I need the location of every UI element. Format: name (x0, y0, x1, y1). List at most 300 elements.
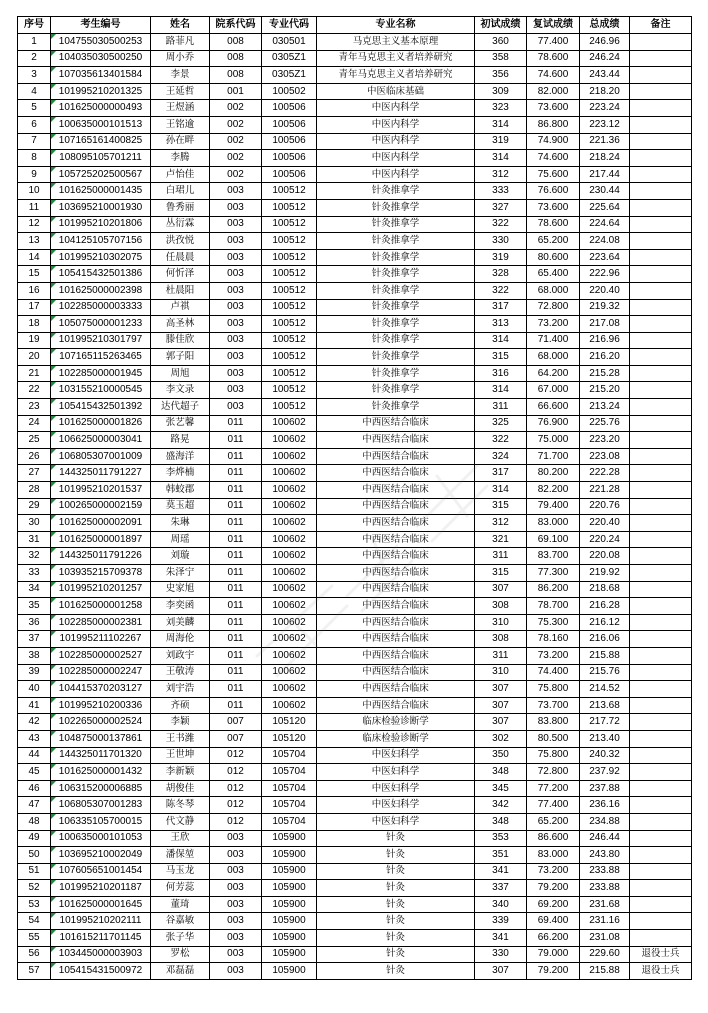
row-name-cell: 莫玉超 (151, 498, 210, 515)
row-major-code-cell: 100506 (262, 116, 317, 133)
table-row (18, 150, 692, 167)
row-exam-id-cell: 103445000003903 (51, 946, 151, 963)
row-major-code-cell: 100602 (262, 565, 317, 582)
row-remark-cell (630, 913, 692, 930)
table-row (18, 183, 692, 200)
row-major-name-cell: 中西医结合临床 (317, 432, 475, 449)
row-major-code-cell: 100512 (262, 199, 317, 216)
row-major-name-cell: 中西医结合临床 (317, 565, 475, 582)
row-retest-score-cell: 76.600 (527, 183, 580, 200)
row-initial-score-cell: 322 (475, 216, 527, 233)
row-dept-code-cell: 011 (210, 548, 262, 565)
row-total-score-cell: 213.24 (580, 399, 630, 416)
table-row (18, 880, 692, 897)
row-major-name-cell: 中西医结合临床 (317, 598, 475, 615)
row-dept-code-cell: 001 (210, 83, 262, 100)
row-exam-id-cell: 104755030500253 (51, 34, 151, 51)
row-total-score-cell: 223.64 (580, 249, 630, 266)
row-seq-cell: 54 (18, 913, 51, 930)
row-total-score-cell: 229.60 (580, 946, 630, 963)
header-exam-id: 考生编号 (51, 17, 151, 34)
row-initial-score-cell: 315 (475, 565, 527, 582)
row-major-name-cell: 针灸 (317, 880, 475, 897)
row-exam-id-cell: 101625000001897 (51, 531, 151, 548)
row-dept-code-cell: 003 (210, 880, 262, 897)
row-name-cell: 刘宇浩 (151, 681, 210, 698)
row-seq-cell: 24 (18, 415, 51, 432)
header-major-name: 专业名称 (317, 17, 475, 34)
row-remark-cell (630, 647, 692, 664)
row-initial-score-cell: 342 (475, 797, 527, 814)
row-initial-score-cell: 348 (475, 764, 527, 781)
row-seq-cell: 1 (18, 34, 51, 51)
row-dept-code-cell: 003 (210, 847, 262, 864)
row-major-code-cell: 100602 (262, 598, 317, 615)
row-dept-code-cell: 003 (210, 349, 262, 366)
row-name-cell: 罗松 (151, 946, 210, 963)
row-major-code-cell: 0305Z1 (262, 67, 317, 84)
row-remark-cell (630, 531, 692, 548)
row-remark-cell (630, 332, 692, 349)
row-seq-cell: 33 (18, 565, 51, 582)
row-total-score-cell: 220.24 (580, 531, 630, 548)
row-major-name-cell: 中医内科学 (317, 116, 475, 133)
row-retest-score-cell: 75.000 (527, 432, 580, 449)
row-total-score-cell: 213.40 (580, 730, 630, 747)
row-major-name-cell: 中医内科学 (317, 166, 475, 183)
row-remark-cell: 退役士兵 (630, 946, 692, 963)
row-dept-code-cell: 003 (210, 896, 262, 913)
row-seq-cell: 4 (18, 83, 51, 100)
row-retest-score-cell: 69.100 (527, 531, 580, 548)
row-major-name-cell: 临床检验诊断学 (317, 730, 475, 747)
table-row (18, 863, 692, 880)
row-remark-cell (630, 365, 692, 382)
row-name-cell: 路晃 (151, 432, 210, 449)
row-exam-id-cell: 144325011791227 (51, 465, 151, 482)
row-initial-score-cell: 322 (475, 282, 527, 299)
row-remark-cell (630, 482, 692, 499)
row-seq-cell: 50 (18, 847, 51, 864)
row-remark-cell (630, 847, 692, 864)
row-seq-cell: 21 (18, 365, 51, 382)
row-total-score-cell: 217.08 (580, 316, 630, 333)
table-row (18, 714, 692, 731)
row-exam-id-cell: 101625000001645 (51, 896, 151, 913)
row-major-name-cell: 中医妇科学 (317, 747, 475, 764)
row-seq-cell: 32 (18, 548, 51, 565)
row-remark-cell (630, 548, 692, 565)
row-exam-id-cell: 101995210201325 (51, 83, 151, 100)
row-initial-score-cell: 323 (475, 100, 527, 117)
row-major-name-cell: 针灸推拿学 (317, 266, 475, 283)
row-retest-score-cell: 74.400 (527, 664, 580, 681)
row-major-code-cell: 100512 (262, 332, 317, 349)
row-name-cell: 史家旭 (151, 581, 210, 598)
row-major-name-cell: 中医妇科学 (317, 764, 475, 781)
row-major-name-cell: 针灸 (317, 847, 475, 864)
row-seq-cell: 28 (18, 482, 51, 499)
row-remark-cell (630, 581, 692, 598)
row-name-cell: 盛海洋 (151, 448, 210, 465)
row-total-score-cell: 223.08 (580, 448, 630, 465)
row-dept-code-cell: 012 (210, 813, 262, 830)
header-remark: 备注 (630, 17, 692, 34)
row-remark-cell (630, 714, 692, 731)
row-exam-id-cell: 105415432501392 (51, 399, 151, 416)
row-remark-cell (630, 681, 692, 698)
table-row (18, 830, 692, 847)
row-major-code-cell: 100602 (262, 448, 317, 465)
row-retest-score-cell: 83.000 (527, 515, 580, 532)
row-remark-cell (630, 730, 692, 747)
row-major-code-cell: 100602 (262, 631, 317, 648)
row-major-code-cell: 100602 (262, 432, 317, 449)
row-name-cell: 李颖 (151, 714, 210, 731)
row-total-score-cell: 217.44 (580, 166, 630, 183)
table-row (18, 282, 692, 299)
row-dept-code-cell: 002 (210, 116, 262, 133)
row-seq-cell: 6 (18, 116, 51, 133)
row-major-name-cell: 中西医结合临床 (317, 531, 475, 548)
row-exam-id-cell: 102285000002247 (51, 664, 151, 681)
row-dept-code-cell: 003 (210, 316, 262, 333)
row-major-name-cell: 中西医结合临床 (317, 697, 475, 714)
row-major-code-cell: 105704 (262, 747, 317, 764)
row-dept-code-cell: 003 (210, 216, 262, 233)
row-initial-score-cell: 311 (475, 399, 527, 416)
row-seq-cell: 38 (18, 647, 51, 664)
row-remark-cell (630, 764, 692, 781)
table-row (18, 681, 692, 698)
table-row (18, 133, 692, 150)
row-major-code-cell: 100602 (262, 465, 317, 482)
row-total-score-cell: 243.44 (580, 67, 630, 84)
row-total-score-cell: 215.88 (580, 647, 630, 664)
row-exam-id-cell: 101625000001432 (51, 764, 151, 781)
row-retest-score-cell: 66.600 (527, 399, 580, 416)
row-retest-score-cell: 77.300 (527, 565, 580, 582)
row-major-code-cell: 105900 (262, 896, 317, 913)
row-major-code-cell: 105900 (262, 930, 317, 947)
row-exam-id-cell: 106335105700015 (51, 813, 151, 830)
row-remark-cell (630, 631, 692, 648)
row-initial-score-cell: 317 (475, 299, 527, 316)
row-name-cell: 丛衍霖 (151, 216, 210, 233)
row-total-score-cell: 223.12 (580, 116, 630, 133)
row-major-name-cell: 中医妇科学 (317, 797, 475, 814)
row-major-code-cell: 105704 (262, 780, 317, 797)
table-row (18, 448, 692, 465)
row-name-cell: 杜晨阳 (151, 282, 210, 299)
row-dept-code-cell: 003 (210, 382, 262, 399)
row-initial-score-cell: 307 (475, 681, 527, 698)
table-row (18, 249, 692, 266)
row-dept-code-cell: 011 (210, 581, 262, 598)
row-initial-score-cell: 350 (475, 747, 527, 764)
row-major-code-cell: 105120 (262, 714, 317, 731)
row-major-name-cell: 针灸 (317, 946, 475, 963)
row-initial-score-cell: 322 (475, 432, 527, 449)
row-major-name-cell: 中西医结合临床 (317, 498, 475, 515)
row-exam-id-cell: 101625000001258 (51, 598, 151, 615)
row-total-score-cell: 216.12 (580, 614, 630, 631)
row-retest-score-cell: 80.200 (527, 465, 580, 482)
row-dept-code-cell: 003 (210, 249, 262, 266)
row-total-score-cell: 233.88 (580, 880, 630, 897)
row-dept-code-cell: 002 (210, 150, 262, 167)
row-name-cell: 李腾 (151, 150, 210, 167)
row-major-name-cell: 中西医结合临床 (317, 448, 475, 465)
row-total-score-cell: 225.64 (580, 199, 630, 216)
header-seq: 序号 (18, 17, 51, 34)
table-row (18, 67, 692, 84)
row-initial-score-cell: 345 (475, 780, 527, 797)
row-major-code-cell: 100602 (262, 531, 317, 548)
table-row (18, 100, 692, 117)
row-name-cell: 周旭 (151, 365, 210, 382)
row-seq-cell: 45 (18, 764, 51, 781)
row-major-code-cell: 100602 (262, 697, 317, 714)
row-total-score-cell: 219.32 (580, 299, 630, 316)
row-name-cell: 达代超子 (151, 399, 210, 416)
row-major-name-cell: 针灸推拿学 (317, 316, 475, 333)
table-row (18, 482, 692, 499)
row-initial-score-cell: 337 (475, 880, 527, 897)
row-dept-code-cell: 011 (210, 647, 262, 664)
row-retest-score-cell: 78.600 (527, 50, 580, 67)
row-initial-score-cell: 312 (475, 166, 527, 183)
row-remark-cell (630, 166, 692, 183)
row-dept-code-cell: 011 (210, 631, 262, 648)
row-seq-cell: 30 (18, 515, 51, 532)
row-exam-id-cell: 103155210000545 (51, 382, 151, 399)
row-retest-score-cell: 65.200 (527, 813, 580, 830)
row-initial-score-cell: 340 (475, 896, 527, 913)
row-exam-id-cell: 101625000000493 (51, 100, 151, 117)
row-retest-score-cell: 83.800 (527, 714, 580, 731)
row-major-code-cell: 100506 (262, 166, 317, 183)
row-name-cell: 李烨楠 (151, 465, 210, 482)
row-retest-score-cell: 73.200 (527, 863, 580, 880)
row-major-code-cell: 100512 (262, 316, 317, 333)
row-exam-id-cell: 144325011701320 (51, 747, 151, 764)
row-dept-code-cell: 011 (210, 565, 262, 582)
row-total-score-cell: 240.32 (580, 747, 630, 764)
row-seq-cell: 42 (18, 714, 51, 731)
row-exam-id-cell: 102285000001945 (51, 365, 151, 382)
table-row (18, 515, 692, 532)
row-remark-cell (630, 415, 692, 432)
row-major-name-cell: 中西医结合临床 (317, 631, 475, 648)
row-major-name-cell: 中医内科学 (317, 100, 475, 117)
table-row (18, 565, 692, 582)
row-seq-cell: 17 (18, 299, 51, 316)
row-name-cell: 刘璇 (151, 548, 210, 565)
row-seq-cell: 14 (18, 249, 51, 266)
row-total-score-cell: 220.40 (580, 282, 630, 299)
table-row (18, 747, 692, 764)
row-major-code-cell: 100512 (262, 266, 317, 283)
table-row (18, 946, 692, 963)
row-initial-score-cell: 315 (475, 498, 527, 515)
row-name-cell: 王延哲 (151, 83, 210, 100)
row-total-score-cell: 231.16 (580, 913, 630, 930)
row-major-name-cell: 中西医结合临床 (317, 681, 475, 698)
row-seq-cell: 46 (18, 780, 51, 797)
row-retest-score-cell: 73.200 (527, 647, 580, 664)
row-name-cell: 白珺儿 (151, 183, 210, 200)
row-major-code-cell: 105900 (262, 847, 317, 864)
row-retest-score-cell: 83.700 (527, 548, 580, 565)
row-major-code-cell: 100512 (262, 349, 317, 366)
row-remark-cell (630, 813, 692, 830)
row-exam-id-cell: 103695210001930 (51, 199, 151, 216)
row-retest-score-cell: 78.600 (527, 216, 580, 233)
row-initial-score-cell: 314 (475, 332, 527, 349)
row-total-score-cell: 220.40 (580, 515, 630, 532)
row-major-code-cell: 105900 (262, 963, 317, 980)
table-row (18, 631, 692, 648)
header-dept-code: 院系代码 (210, 17, 262, 34)
row-major-code-cell: 100502 (262, 83, 317, 100)
row-retest-score-cell: 72.800 (527, 299, 580, 316)
row-retest-score-cell: 75.300 (527, 614, 580, 631)
row-name-cell: 张子华 (151, 930, 210, 947)
row-total-score-cell: 222.96 (580, 266, 630, 283)
row-total-score-cell: 216.20 (580, 349, 630, 366)
row-name-cell: 路菲凡 (151, 34, 210, 51)
row-total-score-cell: 233.88 (580, 863, 630, 880)
row-remark-cell (630, 249, 692, 266)
row-retest-score-cell: 80.600 (527, 249, 580, 266)
row-retest-score-cell: 82.200 (527, 482, 580, 499)
row-major-name-cell: 中西医结合临床 (317, 515, 475, 532)
row-remark-cell (630, 830, 692, 847)
row-remark-cell (630, 382, 692, 399)
row-remark-cell (630, 216, 692, 233)
row-initial-score-cell: 314 (475, 150, 527, 167)
row-initial-score-cell: 358 (475, 50, 527, 67)
row-seq-cell: 23 (18, 399, 51, 416)
row-exam-id-cell: 101995211102267 (51, 631, 151, 648)
row-seq-cell: 27 (18, 465, 51, 482)
table-row (18, 780, 692, 797)
row-retest-score-cell: 74.900 (527, 133, 580, 150)
row-major-name-cell: 针灸推拿学 (317, 299, 475, 316)
row-dept-code-cell: 011 (210, 432, 262, 449)
row-total-score-cell: 230.44 (580, 183, 630, 200)
row-name-cell: 张艺馨 (151, 415, 210, 432)
row-dept-code-cell: 011 (210, 697, 262, 714)
row-initial-score-cell: 314 (475, 382, 527, 399)
row-exam-id-cell: 106805307001283 (51, 797, 151, 814)
row-exam-id-cell: 101995210201537 (51, 482, 151, 499)
row-remark-cell (630, 299, 692, 316)
table-row (18, 216, 692, 233)
row-dept-code-cell: 008 (210, 50, 262, 67)
row-remark-cell (630, 697, 692, 714)
row-seq-cell: 44 (18, 747, 51, 764)
row-initial-score-cell: 327 (475, 199, 527, 216)
row-dept-code-cell: 007 (210, 730, 262, 747)
row-initial-score-cell: 356 (475, 67, 527, 84)
row-retest-score-cell: 75.800 (527, 681, 580, 698)
row-major-code-cell: 105120 (262, 730, 317, 747)
row-remark-cell (630, 498, 692, 515)
row-seq-cell: 39 (18, 664, 51, 681)
row-remark-cell (630, 448, 692, 465)
row-remark-cell (630, 664, 692, 681)
row-major-name-cell: 针灸推拿学 (317, 282, 475, 299)
row-name-cell: 王书潍 (151, 730, 210, 747)
row-seq-cell: 49 (18, 830, 51, 847)
row-dept-code-cell: 011 (210, 681, 262, 698)
row-major-name-cell: 针灸 (317, 930, 475, 947)
row-major-name-cell: 中西医结合临床 (317, 647, 475, 664)
row-initial-score-cell: 315 (475, 349, 527, 366)
row-retest-score-cell: 75.800 (527, 747, 580, 764)
table-header-row (18, 17, 692, 34)
row-dept-code-cell: 011 (210, 482, 262, 499)
row-dept-code-cell: 003 (210, 233, 262, 250)
row-total-score-cell: 221.28 (580, 482, 630, 499)
table-row (18, 83, 692, 100)
row-name-cell: 马玉龙 (151, 863, 210, 880)
row-initial-score-cell: 311 (475, 647, 527, 664)
table-body (18, 34, 692, 980)
row-exam-id-cell: 102285000002527 (51, 647, 151, 664)
row-initial-score-cell: 314 (475, 116, 527, 133)
row-name-cell: 王煜涵 (151, 100, 210, 117)
row-seq-cell: 11 (18, 199, 51, 216)
row-remark-cell (630, 183, 692, 200)
row-major-name-cell: 中医内科学 (317, 150, 475, 167)
row-name-cell: 谷嘉敏 (151, 913, 210, 930)
row-total-score-cell: 237.88 (580, 780, 630, 797)
table-row (18, 266, 692, 283)
row-dept-code-cell: 003 (210, 199, 262, 216)
row-remark-cell (630, 747, 692, 764)
row-total-score-cell: 220.76 (580, 498, 630, 515)
row-seq-cell: 47 (18, 797, 51, 814)
row-retest-score-cell: 77.200 (527, 780, 580, 797)
row-major-code-cell: 100602 (262, 548, 317, 565)
row-retest-score-cell: 83.000 (527, 847, 580, 864)
row-dept-code-cell: 011 (210, 598, 262, 615)
row-major-name-cell: 中医妇科学 (317, 780, 475, 797)
row-major-code-cell: 100602 (262, 581, 317, 598)
table-row (18, 614, 692, 631)
row-major-name-cell: 针灸 (317, 863, 475, 880)
row-exam-id-cell: 100265000002159 (51, 498, 151, 515)
table-row (18, 930, 692, 947)
row-major-name-cell: 中西医结合临床 (317, 614, 475, 631)
row-seq-cell: 22 (18, 382, 51, 399)
row-initial-score-cell: 319 (475, 133, 527, 150)
row-exam-id-cell: 101995210301797 (51, 332, 151, 349)
row-initial-score-cell: 321 (475, 531, 527, 548)
row-exam-id-cell: 106625000003041 (51, 432, 151, 449)
row-seq-cell: 8 (18, 150, 51, 167)
table-row (18, 432, 692, 449)
row-exam-id-cell: 107605651001454 (51, 863, 151, 880)
row-initial-score-cell: 307 (475, 963, 527, 980)
table-row (18, 199, 692, 216)
table-row (18, 365, 692, 382)
row-initial-score-cell: 308 (475, 631, 527, 648)
row-name-cell: 何忻泽 (151, 266, 210, 283)
